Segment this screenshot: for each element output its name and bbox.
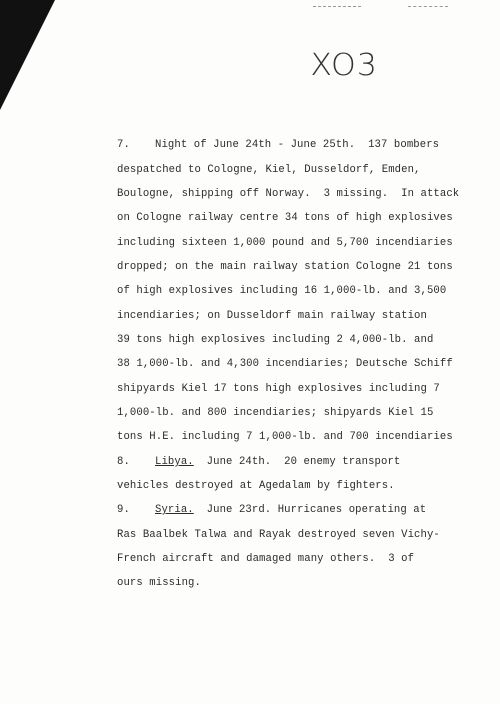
top-edge-rule [313, 6, 361, 7]
paragraph-7-line-11: shipyards Kiel 17 tons high explosives including 7 [117, 383, 440, 395]
corner-tear-mark [0, 0, 55, 110]
paragraph-number: 7. [117, 139, 130, 151]
paragraph-heading: Libya. [155, 456, 194, 468]
paragraph-9-line-4: ours missing. [117, 577, 201, 589]
top-edge-rule [408, 6, 448, 7]
paragraph-7-line-9: 39 tons high explosives including 2 4,000-lb. and [117, 334, 434, 346]
paragraph-7-line-7: of high explosives including 16 1,000-lb. and 3,500 [117, 285, 447, 297]
paragraph-7-line-5: including sixteen 1,000 pound and 5,700 incendiaries [117, 237, 453, 249]
paragraph-8-line-2: vehicles destroyed at Agedalam by fighters. [117, 480, 395, 492]
line-text: Night of June 24th - June 25th. 137 bombers [155, 139, 440, 151]
line-text: June 23rd. Hurricanes operating at [193, 504, 427, 516]
paragraph-7-line-1 [117, 139, 439, 151]
paragraph-7-line-10: 38 1,000-lb. and 4,300 incendiaries; Deutsche Schiff [117, 358, 453, 370]
paragraph-7-line-3: Boulogne, shipping off Norway. 3 missing. In attack [117, 188, 460, 200]
paragraph-9-line-1 [117, 504, 426, 516]
paragraph-7-line-2: despatched to Cologne, Kiel, Dusseldorf, Emden, [117, 164, 421, 176]
paragraph-heading: Syria. [155, 504, 194, 516]
paragraph-7-line-12: 1,000-lb. and 800 incendiaries; shipyards Kiel 15 [117, 407, 434, 419]
paragraph-9-line-2: Ras Baalbek Talwa and Rayak destroyed seven Vichy- [117, 529, 440, 541]
paragraph-number: 8. [117, 456, 130, 468]
paragraph-7-line-8: incendiaries; on Dusseldorf main railway station [117, 310, 427, 322]
paragraph-8-line-1 [117, 456, 400, 468]
paragraph-9-line-3: French aircraft and damaged many others. 3 of [117, 553, 415, 565]
line-text: June 24th. 20 enemy transport [193, 456, 401, 468]
paragraph-7-line-13: tons H.E. including 7 1,000-lb. and 700 incendiaries [117, 431, 453, 443]
paragraph-7-line-4: on Cologne railway centre 34 tons of high explosives [117, 212, 453, 224]
paragraph-7-line-6: dropped; on the main railway station Cologne 21 tons [117, 261, 453, 273]
handwritten-reference: XO3 [310, 48, 378, 83]
paragraph-number: 9. [117, 504, 130, 516]
